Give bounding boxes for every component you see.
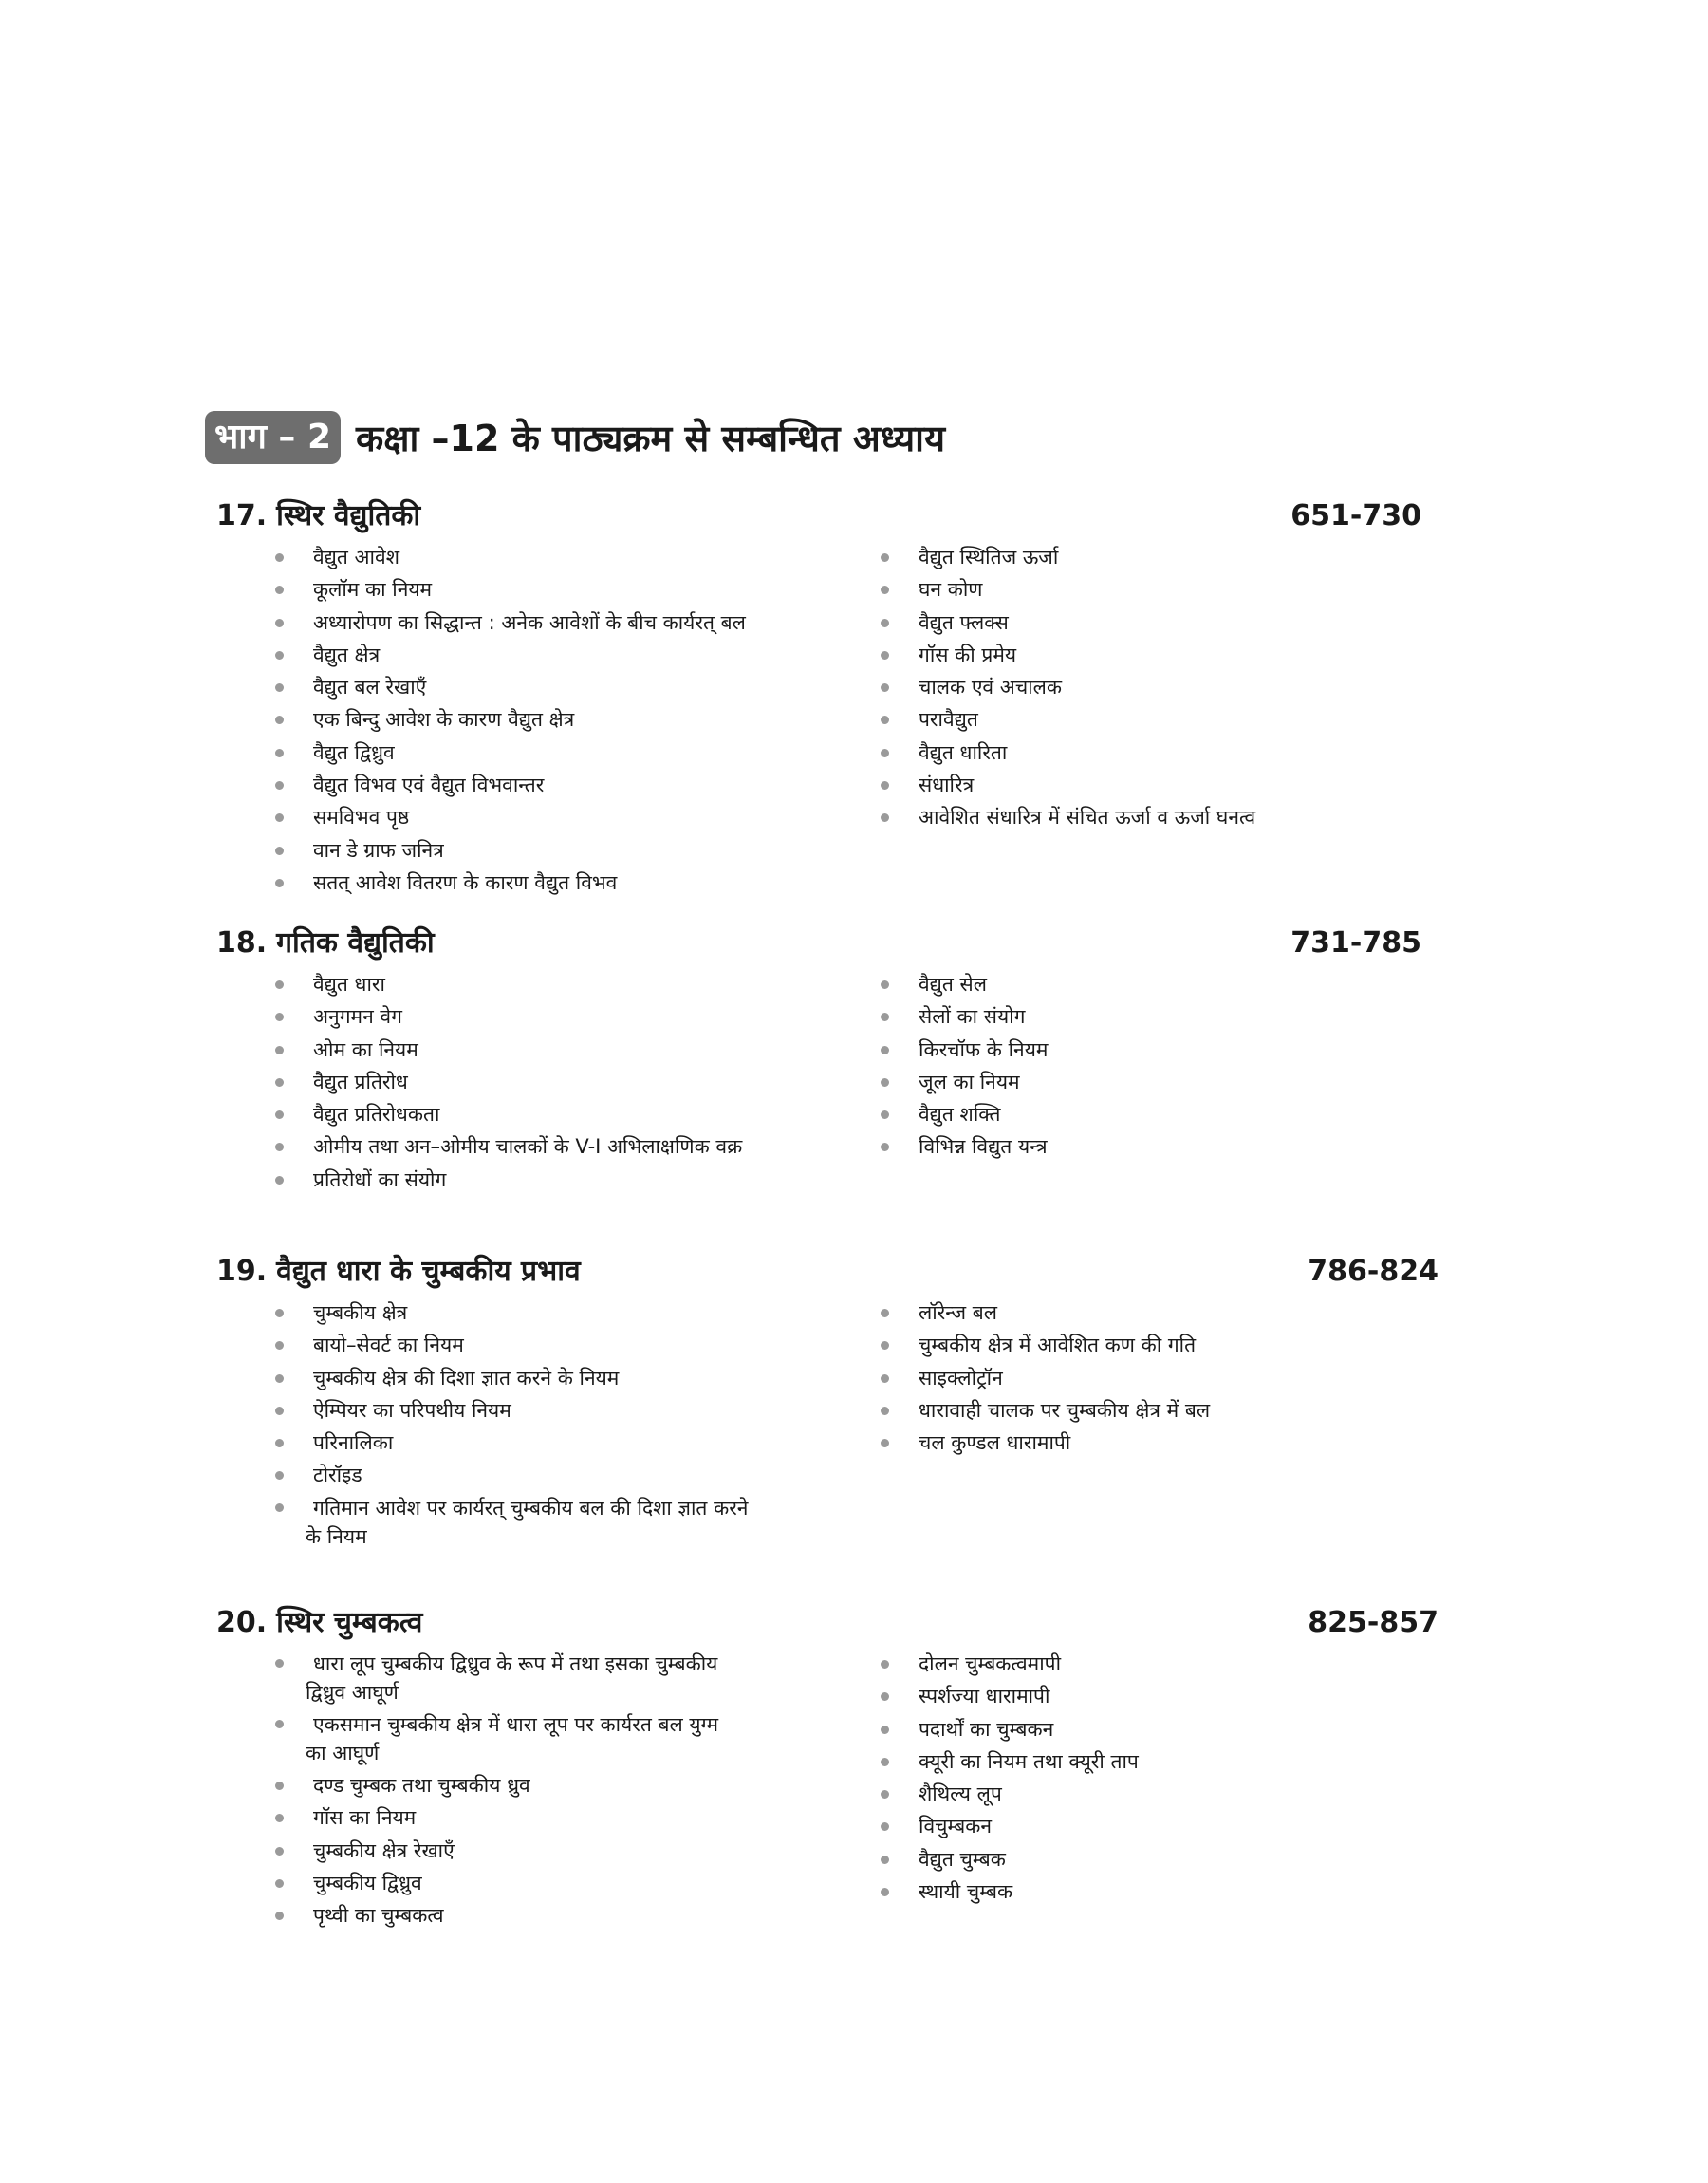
chapter-title: स्थिर वैद्युतिकी — [276, 499, 421, 532]
list-item: ऐम्पियर का परिपथीय नियम — [273, 1394, 843, 1427]
list-item: गॉस का नियम — [273, 1801, 843, 1834]
part-title: कक्षा –12 के पाठ्यक्रम से सम्बन्धित अध्याय — [356, 418, 946, 459]
chapter-number: 18. — [216, 926, 268, 960]
list-item: चल कुण्डल धारामापी — [879, 1427, 1448, 1459]
list-item: वैद्युत सेल — [879, 968, 1448, 1000]
list-item: प्रतिरोधों का संयोग — [273, 1164, 843, 1196]
list-item: आवेशित संधारित्र में संचित ऊर्जा व ऊर्जा घनत्व — [879, 801, 1448, 833]
chapter-19 — [216, 1253, 1439, 1548]
topic-list-left — [273, 541, 843, 899]
list-item-line: गतिमान आवेश पर कार्यरत् चुम्बकीय बल की दिशा ज्ञात करने — [313, 1496, 749, 1520]
list-item: चुम्बकीय क्षेत्र रेखाएँ — [273, 1835, 843, 1867]
list-item: परिनालिका — [273, 1427, 843, 1459]
list-item-line: द्विध्रुव आघूर्ण — [306, 1681, 399, 1704]
chapter-number: 19. — [216, 1255, 268, 1288]
chapter-number: 17. — [216, 499, 268, 532]
list-item: चुम्बकीय क्षेत्र में आवेशित कण की गति — [879, 1329, 1448, 1361]
list-item: वान डे ग्राफ जनित्र — [273, 834, 843, 867]
list-item — [273, 1708, 843, 1769]
list-item: वैद्युत शक्ति — [879, 1098, 1448, 1130]
list-item: बायो–सेवर्ट का नियम — [273, 1329, 843, 1361]
list-item: गॉस की प्रमेय — [879, 639, 1448, 671]
topic-list-right — [879, 1297, 1448, 1459]
chapter-pages: 786-824 — [1308, 1255, 1439, 1288]
list-item: चुम्बकीय द्विध्रुव — [273, 1867, 843, 1899]
chapter-heading — [216, 1253, 1439, 1297]
list-item: वैद्युत चुम्बक — [879, 1843, 1448, 1875]
list-item: ओम का नियम — [273, 1034, 843, 1066]
chapter-title: गतिक वैद्युतिकी — [276, 926, 435, 960]
list-item: सतत् आवेश वितरण के कारण वैद्युत विभव — [273, 867, 843, 899]
list-item: टोरॉइड — [273, 1459, 843, 1491]
list-item: स्पर्शज्या धारामापी — [879, 1680, 1448, 1712]
list-item: वैद्युत विभव एवं वैद्युत विभवान्तर — [273, 769, 843, 801]
topic-list-right — [879, 1648, 1448, 1908]
list-item: वैद्युत आवेश — [273, 541, 843, 573]
topic-list-left — [273, 968, 843, 1196]
list-item: समविभव पृष्ठ — [273, 801, 843, 833]
list-item: वैद्युत क्षेत्र — [273, 639, 843, 671]
part-badge: भाग – 2 — [205, 411, 341, 464]
list-item: साइक्लोट्रॉन — [879, 1362, 1448, 1394]
chapter-title: स्थिर चुम्बकत्व — [276, 1606, 423, 1639]
list-item-line: एकसमान चुम्बकीय क्षेत्र में धारा लूप पर कार्यरत बल युग्म — [313, 1713, 719, 1736]
list-item: विभिन्न विद्युत यन्त्र — [879, 1130, 1448, 1163]
list-item: वैद्युत बल रेखाएँ — [273, 671, 843, 703]
list-item — [273, 1648, 843, 1708]
list-item: चालक एवं अचालक — [879, 671, 1448, 703]
list-item: शैथिल्य लूप — [879, 1778, 1448, 1810]
list-item: परावैद्युत — [879, 703, 1448, 736]
list-item: वैद्युत स्थितिज ऊर्जा — [879, 541, 1448, 573]
list-item: जूल का नियम — [879, 1066, 1448, 1098]
list-item: वैद्युत धारा — [273, 968, 843, 1000]
part-header — [205, 408, 945, 467]
chapter-heading — [216, 924, 1421, 968]
list-item: वैद्युत प्रतिरोध — [273, 1066, 843, 1098]
list-item: कूलॉम का नियम — [273, 573, 843, 606]
list-item-line: धारा लूप चुम्बकीय द्विध्रुव के रूप में तथा इसका चुम्बकीय — [313, 1652, 718, 1675]
list-item: वैद्युत फ्लक्स — [879, 606, 1448, 639]
list-item: लॉरेन्ज बल — [879, 1297, 1448, 1329]
chapter-heading — [216, 1604, 1439, 1648]
list-item — [273, 1492, 843, 1553]
list-item: स्थायी चुम्बक — [879, 1875, 1448, 1908]
list-item: दोलन चुम्बकत्वमापी — [879, 1648, 1448, 1680]
chapter-20 — [216, 1604, 1439, 1928]
list-item: वैद्युत द्विध्रुव — [273, 737, 843, 769]
topic-list-left — [273, 1648, 843, 1931]
list-item: पृथ्वी का चुम्बकत्व — [273, 1899, 843, 1931]
list-item: वैद्युत धारिता — [879, 737, 1448, 769]
list-item: दण्ड चुम्बक तथा चुम्बकीय ध्रुव — [273, 1769, 843, 1801]
topic-list-right — [879, 541, 1448, 834]
list-item: क्यूरी का नियम तथा क्यूरी ताप — [879, 1745, 1448, 1778]
chapter-title: वैद्युत धारा के चुम्बकीय प्रभाव — [276, 1255, 581, 1288]
list-item: ओमीय तथा अन–ओमीय चालकों के V-I अभिलाक्षणिक वक्र — [273, 1130, 843, 1163]
list-item: विचुम्बकन — [879, 1810, 1448, 1842]
chapter-pages: 651-730 — [1290, 499, 1421, 532]
list-item: घन कोण — [879, 573, 1448, 606]
list-item: किरचॉफ के नियम — [879, 1034, 1448, 1066]
list-item-line: के नियम — [306, 1524, 367, 1548]
chapter-17 — [216, 497, 1421, 894]
topic-list-left — [273, 1297, 843, 1553]
list-item: पदार्थों का चुम्बकन — [879, 1713, 1448, 1745]
list-item: एक बिन्दु आवेश के कारण वैद्युत क्षेत्र — [273, 703, 843, 736]
list-item: धारावाही चालक पर चुम्बकीय क्षेत्र में बल — [879, 1394, 1448, 1427]
list-item: चुम्बकीय क्षेत्र की दिशा ज्ञात करने के नियम — [273, 1362, 843, 1394]
list-item: संधारित्र — [879, 769, 1448, 801]
chapter-number: 20. — [216, 1606, 268, 1639]
list-item: वैद्युत प्रतिरोधकता — [273, 1098, 843, 1130]
chapter-pages: 731-785 — [1290, 926, 1421, 960]
chapter-pages: 825-857 — [1308, 1606, 1439, 1639]
list-item: अध्यारोपण का सिद्धान्त : अनेक आवेशों के बीच कार्यरत् बल — [273, 606, 843, 639]
chapter-heading — [216, 497, 1421, 541]
list-item: चुम्बकीय क्षेत्र — [273, 1297, 843, 1329]
list-item: सेलों का संयोग — [879, 1000, 1448, 1033]
list-item-line: का आघूर्ण — [306, 1742, 380, 1764]
list-item: अनुगमन वेग — [273, 1000, 843, 1033]
chapter-18 — [216, 924, 1421, 1191]
topic-list-right — [879, 968, 1448, 1164]
